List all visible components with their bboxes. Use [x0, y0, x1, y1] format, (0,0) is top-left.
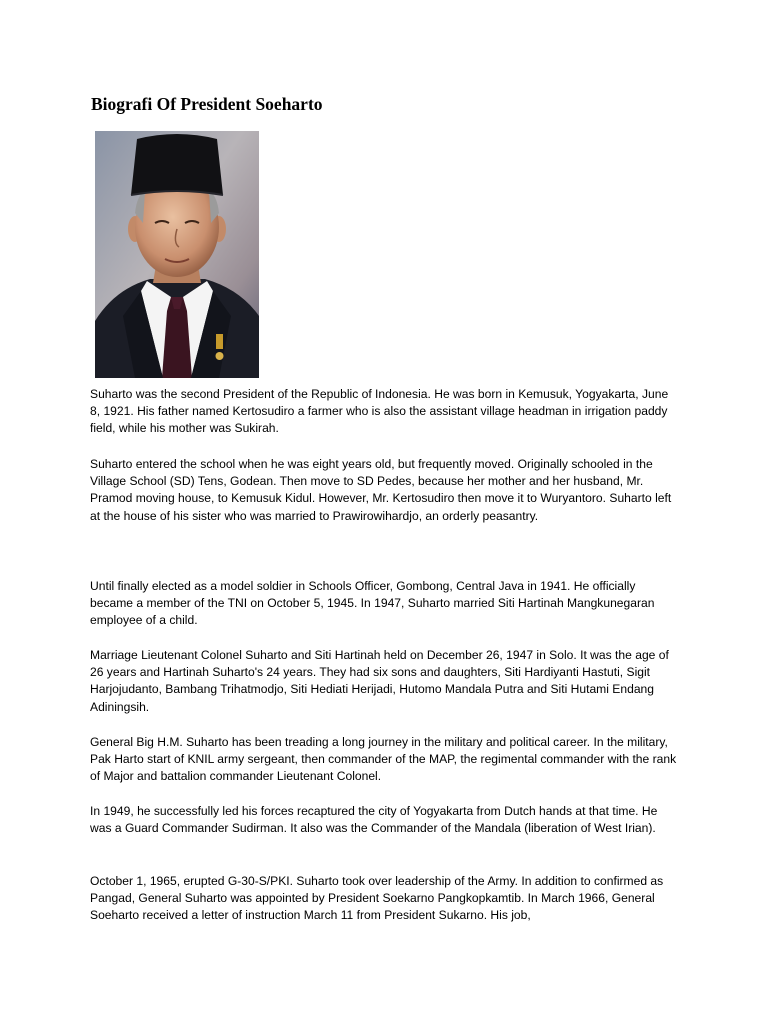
portrait-illustration	[95, 131, 259, 378]
paragraph: Until finally elected as a model soldier in Schools Officer, Gombong, Central Java in 1941. He officially became a member of the TNI on October 5, 1945. In 1947, Suharto married Siti Hartinah Mangkunegaran employee of a child.	[90, 579, 655, 628]
portrait-photo	[95, 131, 259, 378]
paragraph: In 1949, he successfully led his forces recaptured the city of Yogyakarta from Dutch hands at that time. He was a Guard Commander Sudirman. It also was the Commander of the Mandala (liberation of West Irian).	[90, 804, 658, 836]
paragraph: Suharto was the second President of the Republic of Indonesia. He was born in Kemusuk, Yogyakarta, June 8, 1921. His father named Kertosudiro a farmer who is also the assistant village headman in irrigation paddy field, while his mother was Sukirah.	[90, 387, 669, 436]
page-title: Biografi Of President Soeharto	[91, 94, 323, 114]
paragraph: Suharto entered the school when he was eight years old, but frequently moved. Originally schooled in the Village School (SD) Tens, Godean. Then move to SD Pedes, because her mother and her husband, Mr. Pramod moving house, to Kemusuk Kidul. However, Mr. Kertosudiro then move it to Wuryantoro. Suharto left at the house of his sister who was married to Prawirowihardjo, an orderly peasantry.	[90, 457, 672, 523]
paragraph: October 1, 1965, erupted G-30-S/PKI. Suharto took over leadership of the Army. In addition to confirmed as Pangad, General Suharto was appointed by President Soekarno Pangkopkamtib. In March 1966, General Soeharto received a letter of instruction March 11 from President Sukarno. His job,	[90, 874, 664, 923]
paragraph: General Big H.M. Suharto has been treading a long journey in the military and political career. In the military, Pak Harto start of KNIL army sergeant, then commander of the MAP, the regimental commander with the rank of Major and battalion commander Lieutenant Colonel.	[90, 735, 677, 784]
paragraph: Marriage Lieutenant Colonel Suharto and Siti Hartinah held on December 26, 1947 in Solo. It was the age of 26 years and Hartinah Suharto's 24 years. They had six sons and daughters, Siti Hardiyanti Hastuti, Sigit Harjojudanto, Bambang Trihatmodjo, Siti Hediati Herijadi, Hutomo Mandala Putra and Siti Hutami Endang Adiningsih.	[90, 648, 669, 714]
